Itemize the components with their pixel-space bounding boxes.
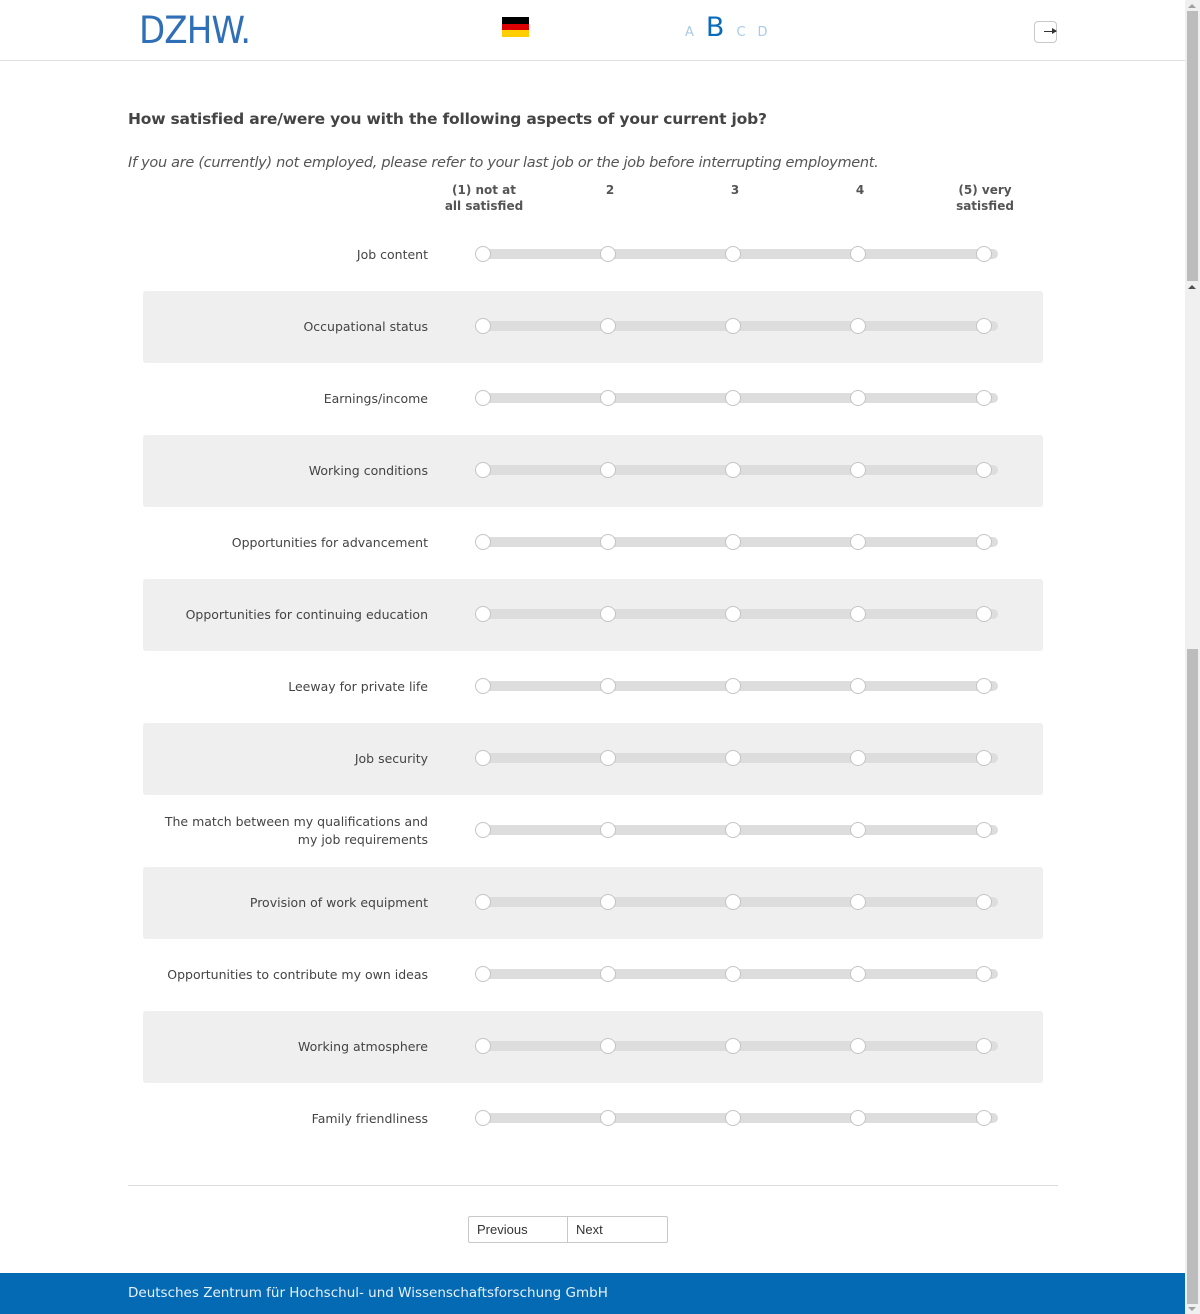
question-instruction: If you are (currently) not employed, please refer to your last job or the job before interrupting employment. — [128, 155, 879, 171]
radio-option-5[interactable] — [976, 1110, 992, 1126]
item-label: Job security — [354, 751, 428, 766]
radio-option-4[interactable] — [850, 246, 866, 262]
radio-option-5[interactable] — [976, 318, 992, 334]
scale-label-2: 2 — [605, 183, 615, 197]
radio-option-5[interactable] — [976, 966, 992, 982]
radio-option-4[interactable] — [850, 1110, 866, 1126]
radio-option-2[interactable] — [600, 678, 616, 694]
radio-option-4[interactable] — [850, 750, 866, 766]
radio-option-5[interactable] — [976, 390, 992, 406]
radio-option-3[interactable] — [725, 1110, 741, 1126]
matrix-row — [143, 363, 1043, 435]
next-button[interactable]: Next — [568, 1216, 668, 1243]
matrix-row — [143, 939, 1043, 1011]
scale-label-4: 4 — [855, 183, 865, 197]
radio-option-3[interactable] — [725, 606, 741, 622]
radio-option-5[interactable] — [976, 606, 992, 622]
radio-option-1[interactable] — [475, 678, 491, 694]
radio-option-2[interactable] — [600, 462, 616, 478]
radio-option-3[interactable] — [725, 1038, 741, 1054]
matrix-row — [143, 723, 1043, 795]
radio-option-2[interactable] — [600, 390, 616, 406]
radio-option-1[interactable] — [475, 1038, 491, 1054]
radio-option-4[interactable] — [850, 678, 866, 694]
font-size-a[interactable]: A — [685, 25, 694, 40]
radio-option-5[interactable] — [976, 246, 992, 262]
radio-option-1[interactable] — [475, 390, 491, 406]
radio-option-5[interactable] — [976, 822, 992, 838]
item-label: Leeway for private life — [288, 679, 428, 694]
scroll-down-icon[interactable] — [1188, 1307, 1196, 1311]
matrix-row — [143, 1083, 1043, 1155]
radio-option-4[interactable] — [850, 534, 866, 550]
radio-option-2[interactable] — [600, 1110, 616, 1126]
font-size-c[interactable]: C — [736, 25, 746, 40]
radio-option-1[interactable] — [475, 1110, 491, 1126]
radio-option-1[interactable] — [475, 462, 491, 478]
radio-option-1[interactable] — [475, 894, 491, 910]
radio-option-2[interactable] — [600, 966, 616, 982]
radio-option-4[interactable] — [850, 390, 866, 406]
radio-option-3[interactable] — [725, 462, 741, 478]
dzhw-logo[interactable] — [139, 11, 250, 51]
radio-option-3[interactable] — [725, 246, 741, 262]
radio-option-4[interactable] — [850, 966, 866, 982]
scrollbar[interactable] — [1185, 0, 1200, 1314]
item-label: Job content — [356, 247, 428, 262]
footer-text: Deutsches Zentrum für Hochschul- und Wissenschaftsforschung GmbH — [128, 1285, 608, 1301]
radio-option-3[interactable] — [725, 750, 741, 766]
exit-arrow-icon — [1044, 31, 1056, 32]
item-label: The match between my qualifications and my job requirements — [164, 814, 428, 847]
radio-option-4[interactable] — [850, 606, 866, 622]
item-label: Opportunities to contribute my own ideas — [167, 967, 428, 982]
scrollbar-thumb[interactable] — [1187, 11, 1198, 281]
radio-option-4[interactable] — [850, 462, 866, 478]
radio-option-4[interactable] — [850, 318, 866, 334]
radio-option-5[interactable] — [976, 462, 992, 478]
radio-option-5[interactable] — [976, 678, 992, 694]
logo-dot: . — [240, 9, 251, 52]
radio-option-2[interactable] — [600, 894, 616, 910]
matrix-row — [143, 795, 1043, 867]
item-label: Occupational status — [303, 319, 428, 334]
scale-label-5: (5) very satisfied — [956, 183, 1014, 213]
item-label: Opportunities for advancement — [231, 535, 428, 550]
radio-option-1[interactable] — [475, 534, 491, 550]
exit-button[interactable] — [1034, 21, 1057, 43]
matrix-row — [143, 507, 1043, 579]
header — [0, 0, 1185, 61]
radio-option-2[interactable] — [600, 318, 616, 334]
scrollbar-thumb-lower[interactable] — [1187, 649, 1198, 1304]
german-flag-icon[interactable] — [502, 17, 529, 37]
scale-label-3: 3 — [730, 183, 740, 197]
radio-option-5[interactable] — [976, 1038, 992, 1054]
item-label: Family friendliness — [311, 1111, 428, 1126]
radio-option-4[interactable] — [850, 822, 866, 838]
radio-option-1[interactable] — [475, 318, 491, 334]
radio-option-2[interactable] — [600, 606, 616, 622]
radio-option-4[interactable] — [850, 894, 866, 910]
radio-option-1[interactable] — [475, 606, 491, 622]
radio-option-3[interactable] — [725, 678, 741, 694]
radio-option-3[interactable] — [725, 390, 741, 406]
navigation — [468, 1216, 668, 1243]
radio-option-5[interactable] — [976, 894, 992, 910]
font-size-b[interactable]: B — [705, 12, 725, 43]
matrix-row — [143, 579, 1043, 651]
radio-option-3[interactable] — [725, 966, 741, 982]
radio-option-3[interactable] — [725, 894, 741, 910]
scale-label-1: (1) not at all satisfied — [444, 183, 524, 213]
radio-option-3[interactable] — [725, 534, 741, 550]
radio-option-1[interactable] — [475, 966, 491, 982]
scrollbar-gap — [1187, 486, 1198, 516]
radio-option-3[interactable] — [725, 822, 741, 838]
font-size-selector — [685, 12, 768, 43]
radio-option-5[interactable] — [976, 534, 992, 550]
divider — [128, 1185, 1058, 1186]
scroll-up-icon[interactable] — [1188, 285, 1196, 289]
previous-button[interactable]: Previous — [468, 1216, 568, 1243]
matrix-row — [143, 651, 1043, 723]
font-size-d[interactable]: D — [757, 25, 768, 40]
radio-option-1[interactable] — [475, 246, 491, 262]
radio-option-1[interactable] — [475, 822, 491, 838]
item-label: Opportunities for continuing education — [185, 607, 428, 622]
radio-option-3[interactable] — [725, 318, 741, 334]
item-label: Working conditions — [308, 463, 428, 478]
logo-text: DZHW — [139, 9, 241, 52]
matrix-row — [143, 219, 1043, 291]
matrix-row — [143, 435, 1043, 507]
question-title: How satisfied are/were you with the following aspects of your current job? — [128, 110, 767, 128]
radio-option-1[interactable] — [475, 750, 491, 766]
matrix-row — [143, 1011, 1043, 1083]
radio-option-5[interactable] — [976, 750, 992, 766]
matrix-row — [143, 867, 1043, 939]
radio-option-2[interactable] — [600, 246, 616, 262]
radio-option-2[interactable] — [600, 1038, 616, 1054]
item-label: Earnings/income — [323, 391, 428, 406]
item-label: Provision of work equipment — [249, 895, 428, 910]
radio-option-2[interactable] — [600, 534, 616, 550]
item-label: Working atmosphere — [298, 1039, 428, 1054]
scroll-up-icon[interactable] — [1188, 4, 1196, 8]
radio-option-2[interactable] — [600, 822, 616, 838]
footer — [0, 1273, 1185, 1314]
radio-option-2[interactable] — [600, 750, 616, 766]
radio-option-4[interactable] — [850, 1038, 866, 1054]
matrix-row — [143, 291, 1043, 363]
